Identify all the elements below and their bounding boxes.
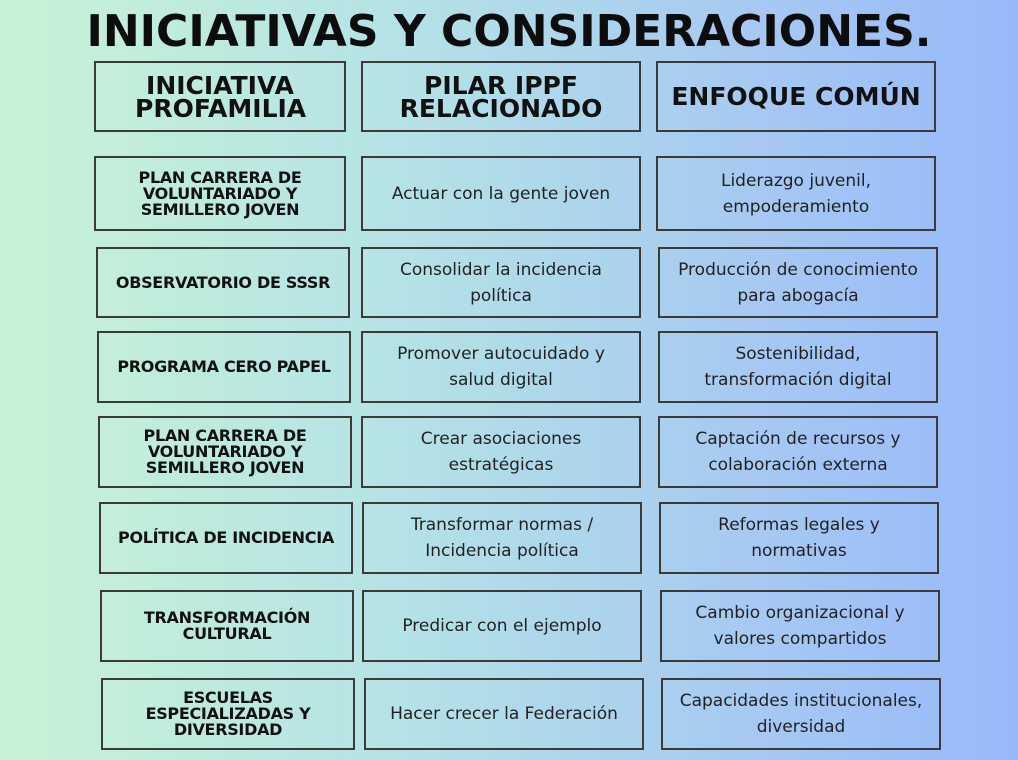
header-iniciativa (94, 61, 346, 132)
row-3-pilar (361, 331, 641, 403)
page-title: INICIATIVAS Y CONSIDERACIONES. (86, 6, 932, 57)
row-3-enfoque-label: Sostenibilidad, transformación digital (704, 344, 892, 390)
row-7-pilar-label: Hacer crecer la Federación (390, 704, 618, 724)
row-2-enfoque-label: Producción de conocimiento para abogacía (678, 259, 918, 306)
row-7-enfoque-label: Capacidades institucionales, diversidad (679, 691, 923, 737)
row-4-pilar-label: Crear asociaciones estratégicas (420, 429, 582, 475)
row-3-iniciativa-label: PROGRAMA CERO PAPEL (117, 357, 331, 376)
row-6-pilar-label: Predicar con el ejemplo (402, 616, 602, 636)
row-6-enfoque-label: Cambio organizacional y valores compartidos (695, 603, 905, 649)
row-5-enfoque (659, 502, 939, 574)
row-3-enfoque (658, 331, 938, 403)
row-2-iniciativa-label: OBSERVATORIO DE SSSR (115, 272, 331, 292)
row-6-iniciativa-label: TRANSFORMACIÓN CULTURAL (143, 608, 311, 643)
header-pilar-label: PILAR IPPF RELACIONADO (399, 70, 603, 123)
row-4-iniciativa (98, 416, 352, 488)
row-5-iniciativa-label: POLÍTICA DE INCIDENCIA (118, 528, 334, 547)
row-2-iniciativa (96, 247, 350, 318)
header-enfoque-label: ENFOQUE COMÚN (671, 82, 921, 111)
header-enfoque (656, 61, 936, 132)
row-7-iniciativa (101, 678, 355, 750)
row-1-iniciativa-label: PLAN CARRERA DE VOLUNTARIADO Y SEMILLERO JOVEN (138, 167, 302, 219)
row-4-iniciativa-label: PLAN CARRERA DE VOLUNTARIADO Y SEMILLERO JOVEN (143, 426, 307, 477)
header-pilar (361, 61, 641, 132)
row-6-iniciativa (100, 590, 354, 662)
row-2-pilar-label: Consolidar la incidencia política (400, 259, 602, 306)
row-4-pilar (361, 416, 641, 488)
row-1-pilar-label: Actuar con la gente joven (391, 183, 611, 204)
row-2-enfoque (658, 247, 938, 318)
row-1-iniciativa (94, 156, 346, 231)
row-3-iniciativa (97, 331, 351, 403)
row-6-pilar (362, 590, 642, 662)
row-6-enfoque (660, 590, 940, 662)
row-5-pilar-label: Transformar normas / Incidencia política (410, 515, 594, 561)
row-1-enfoque-label: Liderazgo juvenil, empoderamiento (720, 170, 871, 217)
row-5-iniciativa (99, 502, 353, 574)
row-4-enfoque-label: Captación de recursos y colaboración externa (695, 429, 901, 475)
row-7-enfoque (661, 678, 941, 750)
row-1-enfoque (656, 156, 936, 231)
header-iniciativa-label: INICIATIVA PROFAMILIA (135, 70, 307, 123)
row-1-pilar (361, 156, 641, 231)
row-4-enfoque (658, 416, 938, 488)
row-7-iniciativa-label: ESCUELAS ESPECIALIZADAS Y DIVERSIDAD (145, 688, 311, 739)
row-2-pilar (361, 247, 641, 318)
row-5-pilar (362, 502, 642, 574)
row-3-pilar-label: Promover autocuidado y salud digital (397, 344, 605, 390)
row-5-enfoque-label: Reformas legales y normativas (718, 515, 880, 561)
row-7-pilar (364, 678, 644, 750)
